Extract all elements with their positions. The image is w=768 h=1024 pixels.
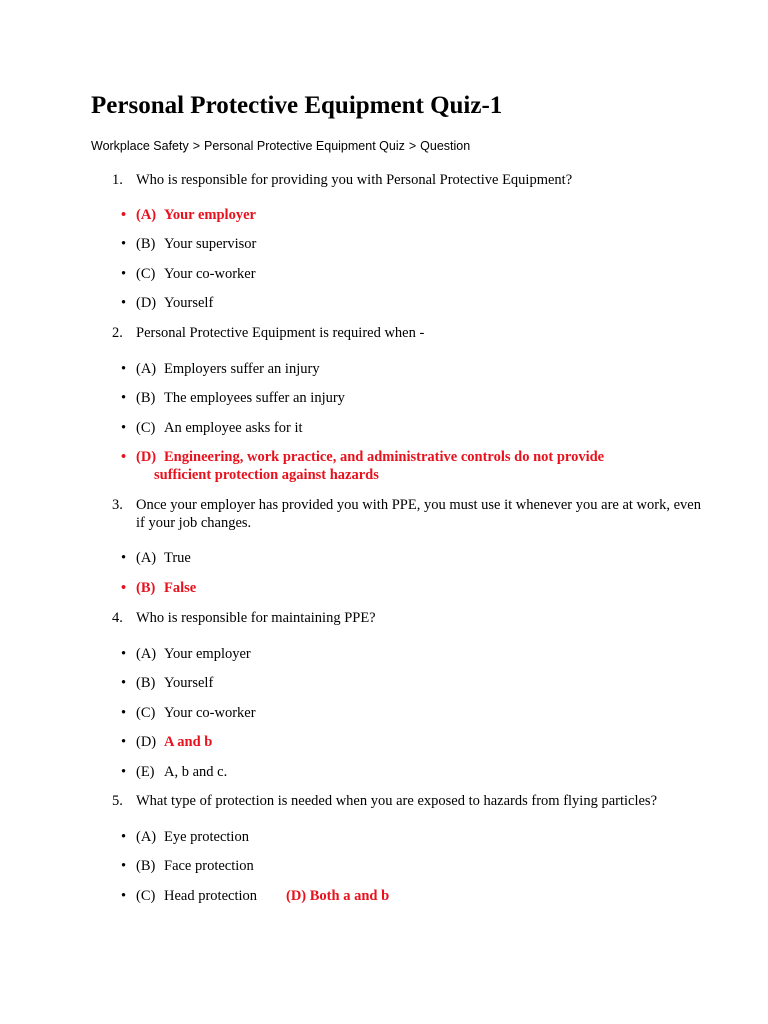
bullet-icon: • [121,550,127,566]
option-text: Employers suffer an injury [164,361,320,377]
option-letter: (B) [136,390,156,406]
option-q3-b [121,579,721,597]
bullet-icon: • [121,390,127,406]
question-text: Personal Protective Equipment is required when - [136,325,425,341]
question-text: Once your employer has provided you with PPE, you must use it whenever you are at work, even if your job changes. [136,497,701,531]
breadcrumb-separator: > [408,139,417,153]
bullet-icon: • [121,764,127,780]
option-letter: (A) [136,361,157,377]
option-text: An employee asks for it [164,420,303,436]
question-text: Who is responsible for maintaining PPE? [136,610,376,626]
option-letter: (D) [136,734,157,750]
option-q4-b [121,674,721,692]
option-letter: (A) [136,829,157,845]
option-q5-a [121,828,721,846]
question-text: What type of protection is needed when you are exposed to hazards from flying particles? [136,793,658,809]
option-letter: (A) [136,646,157,662]
option-letter: (B) [136,858,156,874]
option-q2-c [121,419,721,437]
question-number: 1. [112,172,123,188]
bullet-icon: • [121,420,127,436]
option-letter: (A) [136,550,157,566]
bullet-icon: • [121,295,127,311]
question-5 [112,792,712,810]
option-q1-c [121,265,721,283]
option-q2-a [121,360,721,378]
bullet-icon: • [121,646,127,662]
option-text: Your employer [164,207,256,223]
bullet-icon: • [121,888,127,904]
option-text-continued: sufficient protection against hazards [154,467,379,483]
option-letter: (E) [136,764,155,780]
breadcrumb-ppe-quiz[interactable]: Personal Protective Equipment Quiz [204,139,405,153]
option-text: Your co-worker [164,705,256,721]
question-number: 3. [112,497,123,513]
breadcrumb-question: Question [420,139,471,153]
option-text: Head protection [164,888,258,904]
question-3 [112,496,712,532]
question-number: 2. [112,325,123,341]
question-1 [112,171,712,189]
option-q1-b [121,235,721,253]
option-q4-c [121,704,721,722]
option-q5-b [121,857,721,875]
option-q4-e [121,763,721,781]
option-letter: (C) [136,888,156,904]
question-4 [112,609,712,627]
bullet-icon: • [121,580,127,596]
bullet-icon: • [121,858,127,874]
option-text: False [164,580,197,596]
option-text: Engineering, work practice, and administrative controls do not provide [164,449,605,465]
option-text: Yourself [164,295,214,311]
option-letter: (B) [136,675,156,691]
option-q2-d [121,448,721,484]
option-letter: (B) [136,236,156,252]
option-q4-d [121,733,721,751]
option-q4-a [121,645,721,663]
option-text: Yourself [164,675,214,691]
option-text: A, b and c. [164,764,228,780]
bullet-icon: • [121,449,127,465]
question-number: 4. [112,610,123,626]
bullet-icon: • [121,705,127,721]
bullet-icon: • [121,361,127,377]
bullet-icon: • [121,207,127,223]
option-text: True [164,550,191,566]
option-text: A and b [164,734,213,750]
option-text: Your employer [164,646,251,662]
question-2 [112,324,712,342]
option-letter: (C) [136,266,156,282]
page-title: Personal Protective Equipment Quiz-1 [91,92,503,119]
option-letter: (C) [136,705,156,721]
option-q1-d [121,294,721,312]
breadcrumb [91,137,470,155]
question-text: Who is responsible for providing you with Personal Protective Equipment? [136,172,573,188]
option-q2-b [121,389,721,407]
option-q5-answer: (D) Both a and b [286,888,390,904]
breadcrumb-workplace-safety[interactable]: Workplace Safety [91,139,189,153]
bullet-icon: • [121,236,127,252]
bullet-icon: • [121,266,127,282]
bullet-icon: • [121,829,127,845]
option-letter: (B) [136,580,156,596]
option-text: Your supervisor [164,236,257,252]
question-number: 5. [112,793,123,809]
option-letter: (D) [136,449,157,465]
option-letter: (C) [136,420,156,436]
breadcrumb-separator: > [192,139,201,153]
option-letter: (A) [136,207,157,223]
bullet-icon: • [121,675,127,691]
option-q3-a [121,549,721,567]
option-text: The employees suffer an injury [164,390,345,406]
option-text: Your co-worker [164,266,256,282]
option-q1-a [121,206,721,224]
bullet-icon: • [121,734,127,750]
option-letter: (D) [136,295,157,311]
option-text: Eye protection [164,829,249,845]
option-text: Face protection [164,858,254,874]
